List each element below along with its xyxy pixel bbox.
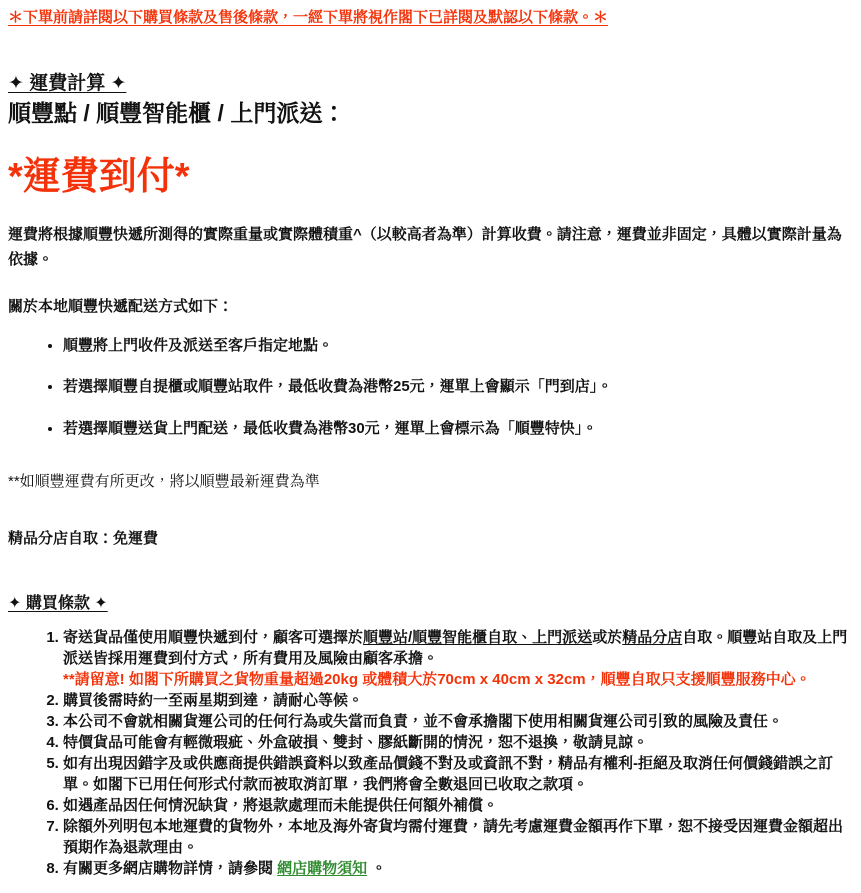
term1-text-end: 自取。順豐站自取及上門派送皆採用運費到付方式，所有費用及風險由顧客承擔。 [63,629,848,668]
fee-change-note: **如順豐運費有所更改，將以順豐最新運費為準 [8,473,320,491]
term1-text-middle: 或於 [592,629,623,647]
delivery-methods-intro: 關於本地順豐快遞配送方式如下： [8,297,234,315]
freight-collect-highlight: *運費到付* [8,156,190,199]
shipping-section [8,68,851,548]
term-item-discounted-goods: 4. 特價貨品可能會有輕微瑕疵、外盒破損、雙封、膠紙斷開的情況，恕不退換，敬請見諒。 [63,732,851,753]
delivery-option-locker-station: • 若選擇順豐自提櫃或順豐站取件，最低收費為港幣25元，運單上會顯示「門到店」。 [63,377,851,397]
delivery-option-door-pickup: • 順豐將上門收件及派送至客戶指定地點。 [63,336,851,356]
purchase-terms-section [8,590,851,879]
store-pickup-free-note: 精品分店自取：免運費 [8,530,159,548]
term-item-shipping-fee-refund: 7. 除額外列明包本地運費的貨物外，本地及海外寄貨均需付運費，請先考慮運費金額再作下單，恕不接受因運費金額超出預期作為退款理由。 [63,816,851,858]
freight-calculation-paragraph: 運費將根據順豐快遞所測得的實際重量或實際體積重^（以較高者為準）計算收費。請注意，運費並非固定，具體以實際計量為依據。 [8,226,842,268]
term-item-pricing-errors: 5. 如有出現因錯字及或供應商提供錯誤資料以致產品價錢不對及或資訊不對，精品有權利-拒絕及取消任何價錢錯誤之訂單。如閣下已用任何形式付款而被取消訂單，我們將會全數退回已收取之款項。 [63,753,851,795]
delivery-option-home-delivery: • 若選擇順豐送貨上門配送，最低收費為港幣30元，運單上會標示為「順豐特快」。 [63,419,851,439]
pre-order-notice: ＊下單前請詳閱以下購買條款及售後條款，一經下單將視作閣下已詳閱及默認以下條款。＊ [8,9,609,26]
term1-underlined-pickup-methods: 順豐站/順豐智能櫃自取、上門派送 [363,629,593,647]
term-item-courier-liability: 3. 本公司不會就相關貨運公司的任何行為或失當而負責，並不會承擔閣下使用相關貨運公司引致的風險及責任。 [63,711,851,732]
purchase-terms-heading: ✦ 購買條款 ✦ [8,595,108,613]
term8-text-end: 。 [367,860,387,878]
term1-underlined-store: 精品分店 [622,629,683,647]
term-item-out-of-stock: 6. 如遇產品因任何情況缺貨，將退款處理而未能提供任何額外補償。 [63,795,851,816]
shop-guide-link[interactable]: 網店購物須知 [277,860,368,878]
shipping-section-heading: ✦ 運費計算 ✦ [8,72,127,94]
term-item-shipping-options [63,627,851,690]
shipping-methods-subheading: 順豐點 / 順豐智能櫃 / 上門派送： [8,99,346,126]
term-item-delivery-time: 2. 購買後需時約一至兩星期到達，請耐心等候。 [63,690,851,711]
term1-text-start: 寄送貨品僅使用順豐快遞到付，顧客可選擇於 [63,629,364,647]
term8-text-start: 有關更多網店購物詳情，請參閱 [63,860,278,878]
oversize-warning: **請留意! 如閣下所購買之貨物重量超過20kg 或體積大於70cm x 40cm x 32cm，順豐自取只支援順豐服務中心。 [63,671,811,689]
delivery-options-list [8,336,851,439]
term-item-more-info [63,858,851,879]
purchase-terms-list [8,627,851,879]
